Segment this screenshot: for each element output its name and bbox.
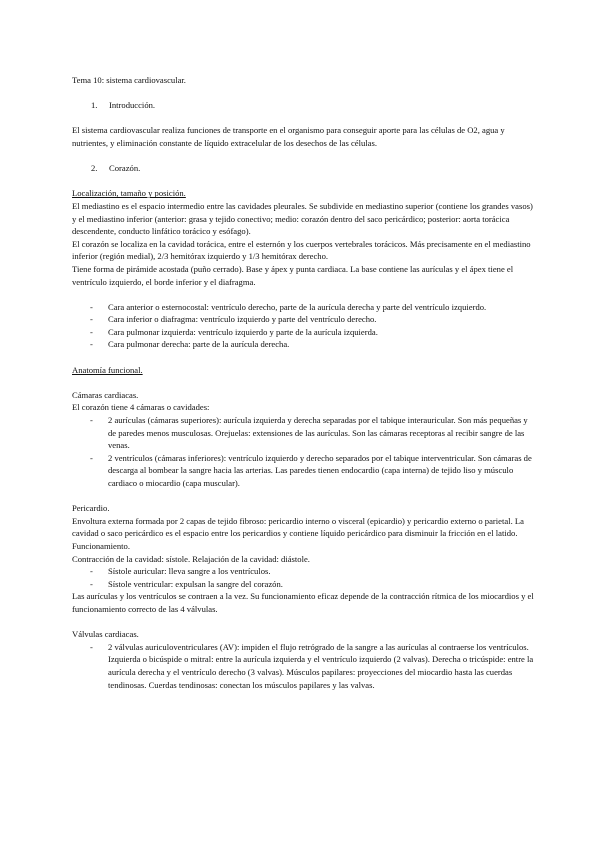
caras-list: [72, 301, 534, 351]
section-heading-heart: 2. Corazón.: [91, 163, 141, 174]
list-item: - 2 válvulas auriculoventriculares (AV): impiden el flujo retrógrado de la sangre a las aurículas al contraerse los ventrículos. Izquierda o bicúspide o mitral: entre la aurícula izquierda y el ventrículo izquierdo (2 valvas). Derecha o tricúspide: entre la aurícula derecha y el ventrículo derecho (3 valvas). Músculos papilares: proyecciones del miocardio hasta las cuerdas tendinosas. Cuerdas tendinosas: conectan los músculos papilares y las valvas.: [90, 641, 534, 690]
valvulas-title: Válvulas cardiacas.: [72, 629, 139, 640]
list-item: - 2 aurículas (cámaras superiores): aurícula izquierda y derecha separadas por el tabique interauricular. Son más pequeñas y de paredes menos musculosas. Orejuelas: extensiones de las aurículas. Son las cámaras receptoras al recibir sangre de las venas.: [90, 415, 528, 451]
funcionamiento-title: Funcionamiento.: [72, 540, 130, 551]
pericardio-paragraph: Envoltura externa formada por 2 capas de tejido fibroso: pericardio interno o visceral (epicardio) y pericardio externo o parietal. La cavidad o saco pericárdico es el espacio entre los pericardios y contiene líquido pericárdico para disminuir la fricción en el latido.: [72, 515, 524, 539]
camaras-intro: El corazón tiene 4 cámaras o cavidades:: [72, 402, 210, 413]
valvulas-list: [72, 641, 534, 691]
intro-paragraph: El sistema cardiovascular realiza funciones de transporte en el organismo para conseguir aporte para las células de O2, agua y nutrientes, y eliminación constante de líquido extracelular de los desechos de las células.: [72, 125, 505, 148]
list-item: - Cara inferior o diafragma: ventrículo izquierdo y parte del ventrículo derecho.: [90, 314, 377, 325]
section-heading-intro: 1. Introducción.: [91, 100, 156, 111]
list-item: - Sístole ventricular: expulsan la sangre del corazón.: [90, 578, 283, 589]
localizacion-paragraph-1: El mediastino es el espacio intermedio entre las cavidades pleurales. Se subdivide en mediastino superior (contiene los grandes vasos) y el mediastino inferior (anterior: grasa y tejido conectivo; medio: corazón dentro del saco pericárdico; posterior: aorta torácica descendente, conducto linfático torácico y esófago).: [72, 200, 533, 237]
document-title: Tema 10: sistema cardiovascular.: [72, 75, 186, 85]
document-page: [72, 74, 534, 691]
localizacion-paragraph-2: El corazón se localiza en la cavidad torácica, entre el esternón y los cuerpos vertebrales torácicos. Más precisamente en el mediastino inferior (región medial), 2/3 hemitórax izquierdo y 1/3 hemitórax derecho.: [72, 238, 531, 262]
list-item: - Cara pulmonar izquierda: ventrículo izquierdo y parte de la aurícula izquierda.: [90, 326, 378, 337]
camaras-list: [72, 414, 534, 490]
list-item: - Cara pulmonar derecha: parte de la aurícula derecha.: [90, 339, 290, 350]
localizacion-paragraph-3: Tiene forma de pirámide acostada (puño cerrado). Base y ápex y punta cardiaca. La base contiene las aurículas y el ápex tiene el ventrículo izquierdo, el borde inferior y el diafragma.: [72, 263, 514, 287]
subheading-anatomia: Anatomía funcional.: [72, 364, 143, 375]
list-item: - 2 ventrículos (cámaras inferiores): ventrículo izquierdo y derecho separados por el tabique interventricular. Son cámaras de descarga al bombear la sangre hacia las arterias. Las paredes tienen endocardio (capa interna) de tejido liso y músculo cardiaco o miocardio (capa muscular).: [90, 452, 532, 488]
funcionamiento-list: [72, 565, 534, 590]
list-item: - Sístole auricular: lleva sangre a los ventrículos.: [90, 566, 271, 577]
pericardio-title: Pericardio.: [72, 503, 110, 514]
funcionamiento-paragraph: Las aurículas y los ventrículos se contraen a la vez. Su funcionamiento eficaz depende de la contracción rítmica de los miocardios y el funcionamiento correcto de las 4 válvulas.: [72, 591, 534, 614]
subheading-localizacion: Localización, tamaño y posición.: [72, 188, 186, 199]
list-item: - Cara anterior o esternocostal: ventrículo derecho, parte de la aurícula derecha y parte del ventrículo izquierdo.: [90, 301, 487, 312]
funcionamiento-intro: Contracción de la cavidad: sístole. Relajación de la cavidad: diástole.: [72, 553, 310, 564]
camaras-title: Cámaras cardiacas.: [72, 389, 139, 400]
